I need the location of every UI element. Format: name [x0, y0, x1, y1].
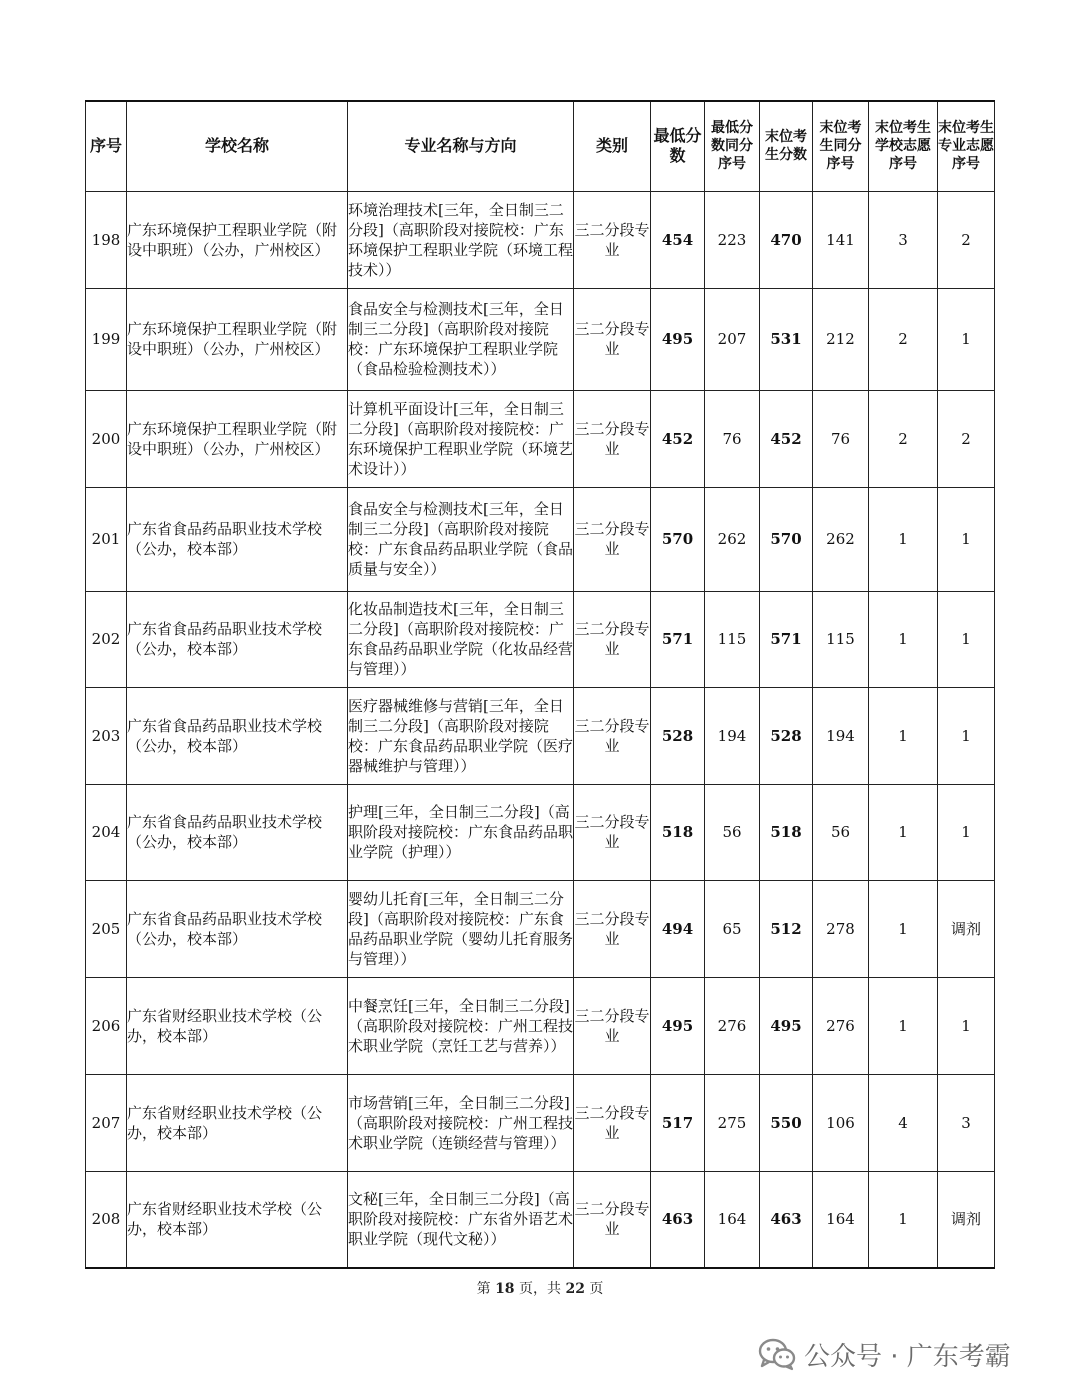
- cell-major-pref: 1: [938, 687, 995, 784]
- table-row: [86, 591, 995, 687]
- cell-major: 食品安全与检测技术[三年，全日制三二分段]（高职阶段对接院校：广东环境保护工程职业学院（食品检验检测技术））: [348, 288, 574, 390]
- cell-major-pref: 1: [938, 784, 995, 880]
- cell-last-rank: 194: [813, 687, 869, 784]
- cell-school: 广东省财经职业技术学校（公办，校本部）: [127, 1074, 348, 1171]
- cell-seq: 199: [86, 288, 127, 390]
- cell-school: 广东省财经职业技术学校（公办，校本部）: [127, 977, 348, 1074]
- cell-major: 婴幼儿托育[三年，全日制三二分段]（高职阶段对接院校：广东食品药品职业学院（婴幼儿托育服务与管理））: [348, 880, 574, 977]
- cell-min-score: 495: [651, 977, 705, 1074]
- cell-last-rank: 106: [813, 1074, 869, 1171]
- header-min-score: 最低分数: [651, 101, 705, 191]
- cell-school: 广东省食品药品职业技术学校（公办，校本部）: [127, 784, 348, 880]
- cell-school: 广东省食品药品职业技术学校（公办，校本部）: [127, 591, 348, 687]
- cell-school-pref: 1: [869, 487, 938, 591]
- table-row: [86, 191, 995, 288]
- cell-school-pref: 1: [869, 591, 938, 687]
- cell-seq: 203: [86, 687, 127, 784]
- score-table: [85, 100, 995, 1269]
- cell-min-rank: 276: [705, 977, 760, 1074]
- cell-category: 三二分段专业: [574, 977, 651, 1074]
- cell-min-rank: 56: [705, 784, 760, 880]
- cell-last-score: 518: [760, 784, 813, 880]
- cell-seq: 206: [86, 977, 127, 1074]
- cell-min-score: 528: [651, 687, 705, 784]
- cell-last-rank: 56: [813, 784, 869, 880]
- cell-major: 护理[三年，全日制三二分段]（高职阶段对接院校：广东食品药品职业学院（护理））: [348, 784, 574, 880]
- cell-category: 三二分段专业: [574, 784, 651, 880]
- cell-seq: 200: [86, 390, 127, 487]
- cell-last-rank: 164: [813, 1171, 869, 1268]
- watermark-text: 公众号 · 广东考霸: [804, 1341, 1011, 1372]
- cell-last-rank: 276: [813, 977, 869, 1074]
- cell-min-rank: 194: [705, 687, 760, 784]
- cell-seq: 205: [86, 880, 127, 977]
- cell-min-score: 518: [651, 784, 705, 880]
- cell-major-pref: 1: [938, 977, 995, 1074]
- cell-school-pref: 4: [869, 1074, 938, 1171]
- cell-category: 三二分段专业: [574, 191, 651, 288]
- cell-last-score: 550: [760, 1074, 813, 1171]
- cell-category: 三二分段专业: [574, 880, 651, 977]
- cell-seq: 204: [86, 784, 127, 880]
- cell-school: 广东环境保护工程职业学院（附设中职班）（公办，广州校区）: [127, 390, 348, 487]
- cell-last-score: 531: [760, 288, 813, 390]
- cell-school-pref: 1: [869, 687, 938, 784]
- cell-category: 三二分段专业: [574, 390, 651, 487]
- cell-major-pref: 调剂: [938, 1171, 995, 1268]
- cell-category: 三二分段专业: [574, 288, 651, 390]
- cell-seq: 202: [86, 591, 127, 687]
- cell-school: 广东环境保护工程职业学院（附设中职班）（公办，广州校区）: [127, 288, 348, 390]
- cell-major: 计算机平面设计[三年，全日制三二分段]（高职阶段对接院校：广东环境保护工程职业学院（环境艺术设计））: [348, 390, 574, 487]
- cell-last-score: 571: [760, 591, 813, 687]
- header-min-rank: 最低分数同分序号: [705, 101, 760, 191]
- cell-min-score: 463: [651, 1171, 705, 1268]
- cell-min-rank: 262: [705, 487, 760, 591]
- table-row: [86, 784, 995, 880]
- table-header-row: [86, 101, 995, 191]
- cell-last-rank: 278: [813, 880, 869, 977]
- table-row: [86, 1171, 995, 1268]
- cell-major: 医疗器械维修与营销[三年，全日制三二分段]（高职阶段对接院校：广东食品药品职业学院（医疗器械维护与管理））: [348, 687, 574, 784]
- cell-school-pref: 2: [869, 288, 938, 390]
- cell-min-score: 570: [651, 487, 705, 591]
- header-last-score: 末位考生分数: [760, 101, 813, 191]
- cell-last-score: 570: [760, 487, 813, 591]
- cell-last-rank: 212: [813, 288, 869, 390]
- cell-last-score: 463: [760, 1171, 813, 1268]
- table-row: [86, 687, 995, 784]
- cell-last-rank: 76: [813, 390, 869, 487]
- cell-school-pref: 2: [869, 390, 938, 487]
- header-seq: 序号: [86, 101, 127, 191]
- table-row: [86, 977, 995, 1074]
- cell-school: 广东省食品药品职业技术学校（公办，校本部）: [127, 687, 348, 784]
- cell-min-rank: 115: [705, 591, 760, 687]
- cell-min-rank: 207: [705, 288, 760, 390]
- cell-min-score: 454: [651, 191, 705, 288]
- cell-min-rank: 65: [705, 880, 760, 977]
- cell-major-pref: 2: [938, 390, 995, 487]
- cell-last-rank: 262: [813, 487, 869, 591]
- cell-major: 中餐烹饪[三年，全日制三二分段]（高职阶段对接院校：广州工程技术职业学院（烹饪工艺与营养））: [348, 977, 574, 1074]
- cell-major: 市场营销[三年，全日制三二分段]（高职阶段对接院校：广州工程技术职业学院（连锁经营与管理））: [348, 1074, 574, 1171]
- table-row: [86, 390, 995, 487]
- cell-major-pref: 1: [938, 487, 995, 591]
- cell-major: 环境治理技术[三年，全日制三二分段]（高职阶段对接院校：广东环境保护工程职业学院（环境工程技术））: [348, 191, 574, 288]
- cell-school: 广东省食品药品职业技术学校（公办，校本部）: [127, 487, 348, 591]
- cell-min-rank: 223: [705, 191, 760, 288]
- cell-min-score: 517: [651, 1074, 705, 1171]
- cell-min-score: 494: [651, 880, 705, 977]
- cell-min-score: 571: [651, 591, 705, 687]
- cell-last-score: 528: [760, 687, 813, 784]
- cell-major: 文秘[三年，全日制三二分段]（高职阶段对接院校：广东省外语艺术职业学院（现代文秘））: [348, 1171, 574, 1268]
- cell-school: 广东省食品药品职业技术学校（公办，校本部）: [127, 880, 348, 977]
- cell-min-score: 452: [651, 390, 705, 487]
- header-last-major-pref: 末位考生专业志愿序号: [938, 101, 995, 191]
- cell-min-rank: 76: [705, 390, 760, 487]
- cell-major-pref: 调剂: [938, 880, 995, 977]
- cell-seq: 208: [86, 1171, 127, 1268]
- footer-suffix: 页: [589, 1281, 604, 1297]
- table-row: [86, 487, 995, 591]
- cell-major: 食品安全与检测技术[三年，全日制三二分段]（高职阶段对接院校：广东食品药品职业学院（食品质量与安全））: [348, 487, 574, 591]
- cell-major-pref: 3: [938, 1074, 995, 1171]
- cell-school: 广东省财经职业技术学校（公办，校本部）: [127, 1171, 348, 1268]
- header-major: 专业名称与方向: [348, 101, 574, 191]
- cell-major-pref: 1: [938, 591, 995, 687]
- header-category: 类别: [574, 101, 651, 191]
- table-row: [86, 880, 995, 977]
- cell-school: 广东环境保护工程职业学院（附设中职班）（公办，广州校区）: [127, 191, 348, 288]
- cell-seq: 201: [86, 487, 127, 591]
- table-row: [86, 288, 995, 390]
- cell-category: 三二分段专业: [574, 1171, 651, 1268]
- cell-min-rank: 164: [705, 1171, 760, 1268]
- cell-school-pref: 1: [869, 784, 938, 880]
- footer-page-number: 18: [495, 1281, 515, 1297]
- header-school: 学校名称: [127, 101, 348, 191]
- footer-middle: 页，共: [519, 1281, 561, 1297]
- cell-major-pref: 1: [938, 288, 995, 390]
- header-last-school-pref: 末位考生学校志愿序号: [869, 101, 938, 191]
- cell-school-pref: 1: [869, 1171, 938, 1268]
- cell-category: 三二分段专业: [574, 487, 651, 591]
- cell-last-rank: 141: [813, 191, 869, 288]
- cell-category: 三二分段专业: [574, 591, 651, 687]
- cell-min-rank: 275: [705, 1074, 760, 1171]
- cell-last-score: 512: [760, 880, 813, 977]
- cell-seq: 207: [86, 1074, 127, 1171]
- cell-school-pref: 1: [869, 977, 938, 1074]
- footer-prefix: 第: [476, 1281, 491, 1297]
- table-row: [86, 1074, 995, 1171]
- watermark: [758, 1334, 1011, 1374]
- cell-min-score: 495: [651, 288, 705, 390]
- page-footer: [0, 1278, 1080, 1298]
- cell-seq: 198: [86, 191, 127, 288]
- table-body: [86, 191, 995, 1268]
- footer-total-pages: 22: [565, 1281, 585, 1297]
- header-last-rank: 末位考生同分序号: [813, 101, 869, 191]
- wechat-icon: [758, 1337, 796, 1371]
- cell-last-score: 470: [760, 191, 813, 288]
- cell-school-pref: 1: [869, 880, 938, 977]
- cell-last-score: 495: [760, 977, 813, 1074]
- cell-category: 三二分段专业: [574, 687, 651, 784]
- cell-major-pref: 2: [938, 191, 995, 288]
- cell-school-pref: 3: [869, 191, 938, 288]
- cell-last-score: 452: [760, 390, 813, 487]
- cell-major: 化妆品制造技术[三年，全日制三二分段]（高职阶段对接院校：广东食品药品职业学院（化妆品经营与管理））: [348, 591, 574, 687]
- cell-category: 三二分段专业: [574, 1074, 651, 1171]
- admission-score-table: [85, 100, 994, 1269]
- cell-last-rank: 115: [813, 591, 869, 687]
